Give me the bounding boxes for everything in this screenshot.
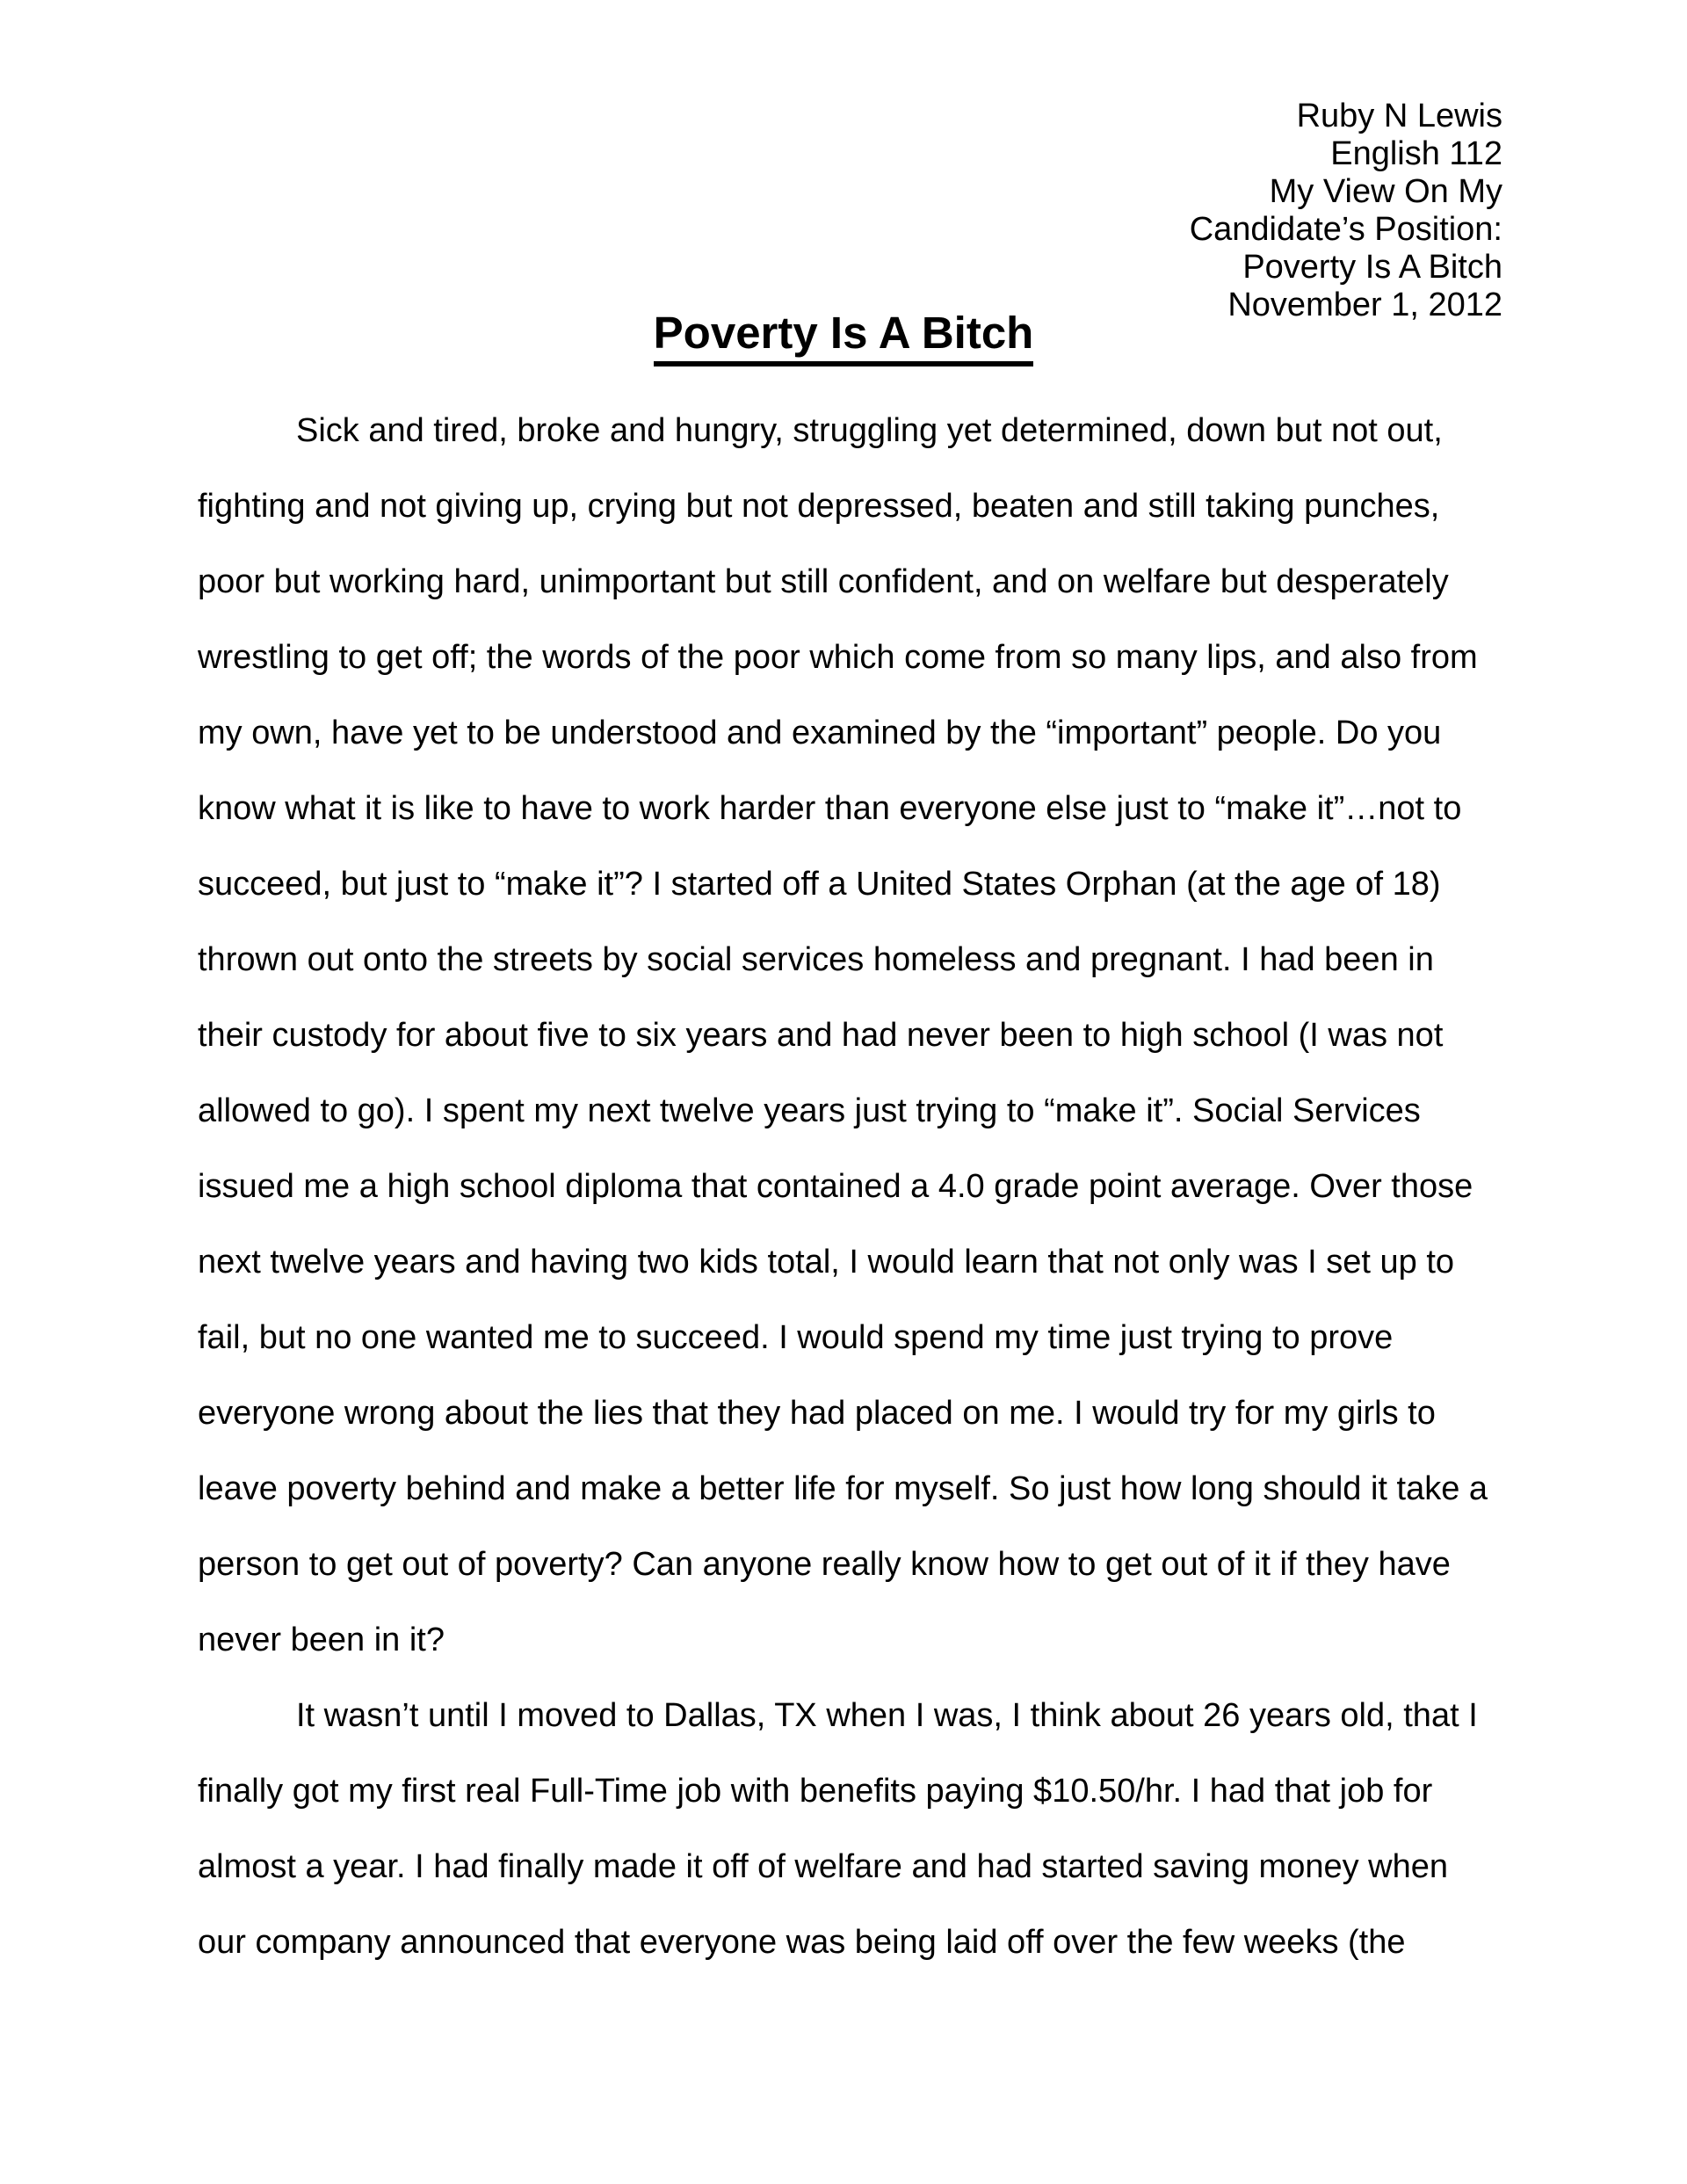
body-line: everyone wrong about the lies that they had placed on me. I would try for my girls to <box>198 1395 1436 1432</box>
heading-line: My View On My <box>1269 173 1502 210</box>
body-line: finally got my first real Full-Time job with benefits paying $10.50/hr. I had that job for <box>198 1773 1433 1810</box>
body-line: leave poverty behind and make a better life for myself. So just how long should it take a <box>198 1470 1488 1507</box>
paragraph <box>198 1678 1511 1980</box>
heading-line: Candidate’s Position: <box>1189 211 1502 248</box>
heading-line: November 1, 2012 <box>1227 287 1502 323</box>
body-line: my own, have yet to be understood and examined by the “important” people. Do you <box>198 715 1442 751</box>
body-line: allowed to go). I spent my next twelve years just trying to “make it”. Social Services <box>198 1092 1421 1129</box>
body-line: know what it is like to have to work harder than everyone else just to “make it”…not to <box>198 790 1462 827</box>
heading-line: Ruby N Lewis <box>1296 98 1502 134</box>
body-line: person to get out of poverty? Can anyone really know how to get out of it if they have <box>198 1546 1451 1583</box>
body-line: succeed, but just to “make it”? I started off a United States Orphan (at the age of 18) <box>198 866 1441 903</box>
heading-line: Poverty Is A Bitch <box>1242 249 1502 286</box>
body-line: It wasn’t until I moved to Dallas, TX when I was, I think about 26 years old, that I <box>296 1697 1478 1734</box>
body-line: their custody for about five to six years and had never been to high school (I was not <box>198 1017 1444 1054</box>
heading-line: English 112 <box>1330 135 1502 172</box>
body-line: never been in it? <box>198 1622 445 1658</box>
body-line: next twelve years and having two kids total, I would learn that not only was I set up to <box>198 1244 1455 1281</box>
heading-block <box>0 0 1502 324</box>
body-line: thrown out onto the streets by social services homeless and pregnant. I had been in <box>198 941 1434 978</box>
body-line: fighting and not giving up, crying but not depressed, beaten and still taking punches, <box>198 488 1440 525</box>
body-line: our company announced that everyone was being laid off over the few weeks (the <box>198 1924 1406 1961</box>
body-line: almost a year. I had finally made it off of welfare and had started saving money when <box>198 1848 1448 1885</box>
body-line: wrestling to get off; the words of the poor which come from so many lips, and also from <box>198 639 1478 676</box>
body-line: issued me a high school diploma that contained a 4.0 grade point average. Over those <box>198 1168 1473 1205</box>
body-line: fail, but no one wanted me to succeed. I would spend my time just trying to prove <box>198 1319 1394 1356</box>
essay-title-text: Poverty Is A Bitch <box>654 307 1034 366</box>
paragraph <box>198 393 1511 1678</box>
essay-body <box>198 393 1511 1980</box>
body-line: Sick and tired, broke and hungry, struggling yet determined, down but not out, <box>296 412 1443 449</box>
body-line: poor but working hard, unimportant but still confident, and on welfare but desperately <box>198 563 1449 600</box>
